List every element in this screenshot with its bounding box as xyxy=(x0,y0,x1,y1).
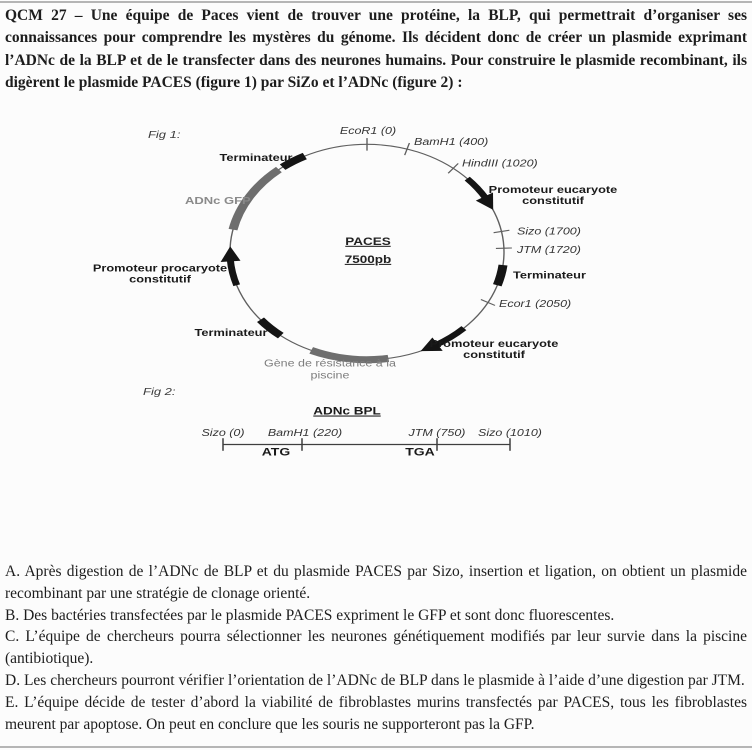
tick-ecor1-2050 xyxy=(481,300,495,306)
tick-hindiii-1020 xyxy=(448,163,458,173)
option-d-label: D. xyxy=(5,671,21,689)
promoter-euk-top-arrow-arc xyxy=(467,179,486,199)
promoter-euk-bottom-label-line2: constitutif xyxy=(463,350,525,361)
promoter-euk-bottom-label-line1: Promoteur eucaryote xyxy=(429,339,559,350)
option-a xyxy=(5,561,747,605)
figure1-plasmid-map xyxy=(93,126,617,381)
terminator-label-right: Terminateur xyxy=(513,270,586,282)
plasmid-size: 7500pb xyxy=(344,253,392,266)
plasmid-name: PACES xyxy=(345,235,391,248)
option-b xyxy=(5,605,747,627)
terminator-label-bottom-left: Terminateur xyxy=(194,328,268,339)
resistance-gene-label-line2: piscine xyxy=(310,370,350,382)
stop-codon-label: TGA xyxy=(405,445,435,459)
site-label-hindiii-1020: HindIII (1020) xyxy=(462,158,538,169)
option-b-text: Des bactéries transfectées par le plasmide PACES expriment le GFP et sont donc fluorescentes. xyxy=(23,606,615,624)
question-header: QCM 27 – Une équipe de Paces vient de trouver une protéine, la BLP, qui permettrait d’organiser ses connaissances pour comprendre les mystères du génome. Ils décident donc de créer un plasmide exprimant l’ADNc de la BLP et de le transfecter dans des neurones humains. Pour construire le plasmide recombinant, ils digèrent le plasmide PACES (figure 1) par SiZo et l’ADNc (figure 2) : xyxy=(5,7,747,92)
option-c xyxy=(5,626,747,670)
site-label-bamh1-220: BamH1 (220) xyxy=(267,427,343,439)
option-a-label: A. xyxy=(5,563,21,580)
option-c-text: L’équipe de chercheurs pourra sélectionner les neurones génétiquement modifiés par leur survie dans la piscine (antibiotique). xyxy=(5,628,747,668)
option-e xyxy=(5,692,747,736)
option-d-text: Les chercheurs pourront vérifier l’orientation de l’ADNc de BLP dans le plasmide à l’aide d’une digestion par JTM. xyxy=(23,671,745,689)
site-label-sizo-1700: Sizo (1700) xyxy=(517,226,581,238)
figure2-title: ADNc BPL xyxy=(313,405,381,418)
promoter-prok-label-line2: constitutif xyxy=(129,274,191,286)
answer-options xyxy=(5,561,747,735)
site-label-ecor1-2050: Ecor1 (2050) xyxy=(498,299,572,310)
terminator-label-top-left: Terminateur xyxy=(219,152,293,164)
figure2-linear-map xyxy=(143,386,542,458)
site-label-jtm-750: JTM (750) xyxy=(408,427,466,439)
option-b-label: B. xyxy=(5,606,20,624)
site-label-bamh1-400: BamH1 (400) xyxy=(414,137,489,148)
site-label-sizo-1010: Sizo (1010) xyxy=(478,427,542,439)
figure1-label: Fig 1: xyxy=(148,129,181,141)
top-border-line xyxy=(0,1,752,3)
figure2-label: Fig 2: xyxy=(143,386,176,398)
promoter-euk-top-label-line2: constitutif xyxy=(522,196,584,207)
site-label-jtm-1720: JTM (1720) xyxy=(517,244,581,256)
option-c-label: C. xyxy=(5,628,20,646)
start-codon-label: ATG xyxy=(261,445,291,459)
option-e-text: L’équipe décide de tester d’abord la viabilité de fibroblastes murins transfectés par PACES, tous les fibroblastes meurent par apoptose. On peut en conclure que les souris ne supporteront pas la GFP. xyxy=(5,693,747,733)
promoter-prok-arrowhead xyxy=(221,246,241,262)
promoter-prok-arrow-arc xyxy=(230,260,236,286)
option-e-label: E. xyxy=(5,693,19,711)
promoter-prok-label-line1: Promoteur procaryote xyxy=(92,263,228,275)
bottom-border-line xyxy=(0,746,752,748)
option-d xyxy=(5,670,747,692)
site-label-sizo-0: Sizo (0) xyxy=(201,427,245,439)
terminator-segment-right xyxy=(497,265,503,285)
adnc-gfp-label: ADNc GFP xyxy=(184,195,251,207)
figures-diagram xyxy=(0,120,752,560)
option-a-text: Après digestion de l’ADNc de BLP et du plasmide PACES par Sizo, insertion et ligation, on obtient un plasmide recombinant par une stratégie de clonage orienté. xyxy=(5,563,747,602)
promoter-euk-top-label-line1: Promoteur eucaryote xyxy=(488,185,618,196)
resistance-gene-label-line1: Gène de résistance à la xyxy=(264,358,396,370)
site-label-ecor1-0: EcoR1 (0) xyxy=(339,126,397,137)
